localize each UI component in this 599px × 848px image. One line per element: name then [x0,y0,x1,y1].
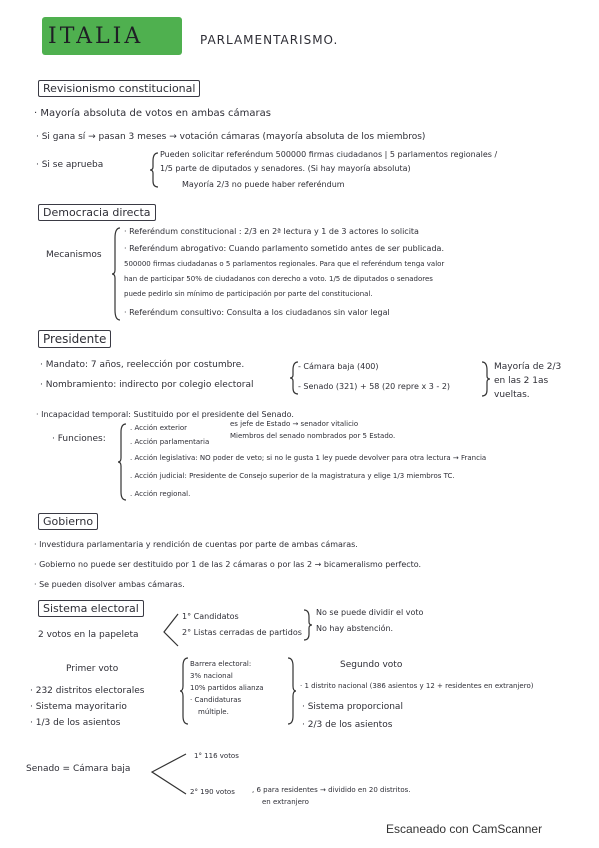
sistema-line-1: 2 votos en la papeleta [38,630,139,640]
presidente-line-4: - Senado (321) + 58 (20 repre x 3 - 2) [298,382,451,391]
heading-gobierno: Gobierno [38,513,98,530]
revisionismo-line-5: 1/5 parte de diputados y senadores. (Si hay mayoría absoluta) [160,164,411,173]
presidente-line-13: . Acción judicial: Presidente de Consejo superior de la magistratura y elige 1/3 miembros TC. [130,472,455,480]
democracia-line-3: 500000 firmas ciudadanas o 5 parlamentos regionales. Para que el referéndum tenga valor [124,260,445,268]
heading-sistema: Sistema electoral [38,600,144,617]
brace-senado [148,752,188,796]
brace-middle-right [286,656,296,726]
presidente-line-9: es jefe de Estado → senador vitalicio [230,420,359,428]
heading-revisionismo: Revisionismo constitucional [38,80,200,97]
brace-funciones [118,422,128,502]
brace-votos [160,612,180,648]
presidente-line-14: . Acción regional. [130,490,191,498]
page-title: ITALIA [48,24,144,49]
brace-sistema-right [302,608,312,642]
presidente-line-3: - Cámara baja (400) [298,362,379,371]
sistema-line-2: 1° Candidatos [182,612,239,621]
revisionismo-line-3: · Si se aprueba [36,160,104,170]
brace-mayoria [480,360,490,398]
democracia-line-1: · Referéndum constitucional : 2/3 en 2ª lectura y 1 de 3 actores lo solicita [124,227,419,236]
revisionismo-line-2: · Si gana sí → pasan 3 meses → votación cámaras (mayoría absoluta de los miembros) [36,132,426,142]
gobierno-line-3: · Se pueden disolver ambas cámaras. [34,580,185,589]
gobierno-line-1: · Investidura parlamentaria y rendición de cuentas por parte de ambas cámaras. [34,540,358,549]
presidente-line-1: · Mandato: 7 años, reelección por costumbre. [40,360,245,370]
presidente-line-10: . Acción parlamentaria [130,438,210,446]
segundo-voto-item-3: · 2/3 de los asientos [302,720,393,730]
sistema-line-3: 2° Listas cerradas de partidos [182,628,302,637]
middle-item-3: 10% partidos alianza [190,684,264,692]
revisionismo-line-4: Pueden solicitar referéndum 500000 firmas ciudadanos | 5 parlamentos regionales / [160,150,498,159]
heading-presidente: Presidente [38,330,111,348]
presidente-line-8: . Acción exterior [130,424,188,432]
primer-voto-title: Primer voto [66,664,119,674]
segundo-voto-item-2: · Sistema proporcional [302,702,403,712]
sistema-line-5: No hay abstención. [316,624,394,633]
democracia-line-6: · Referéndum consultivo: Consulta a los ciudadanos sin valor legal [124,308,390,317]
footer-watermark: Escaneado con CamScanner [386,822,543,836]
brace-middle-left [180,656,190,726]
presidente-line-6: · Incapacidad temporal: Sustituido por el presidente del Senado. [36,410,294,419]
segundo-voto-title: Segundo voto [340,660,403,670]
segundo-voto-item-1: · 1 distrito nacional (386 asientos y 12 + residentes en extranjero) [300,682,534,690]
primer-voto-item-1: · 232 distritos electorales [30,686,145,696]
middle-item-5: múltiple. [198,708,229,716]
presidente-line-7: · Funciones: [52,434,106,444]
page-subtitle: PARLAMENTARISMO. [200,33,339,47]
middle-item-4: · Candidaturas [190,696,242,704]
presidente-line-12: . Acción legislativa: NO poder de veto; si no le gusta 1 ley puede devolver para otra lectura → Francia [130,454,487,462]
middle-item-1: Barrera electoral: [190,660,252,668]
senado-v2: 2° 190 votos [190,788,235,796]
senado-v4: en extranjero [262,798,309,806]
senado-label: Senado = Cámara baja [26,764,131,774]
gobierno-line-2: · Gobierno no puede ser destituido por 1 de las 2 cámaras o por las 2 → bicameralismo perfecto. [34,560,422,569]
primer-voto-item-3: · 1/3 de los asientos [30,718,121,728]
heading-democracia: Democracia directa [38,204,156,221]
revisionismo-line-1: · Mayoría absoluta de votos en ambas cámaras [34,108,271,119]
democracia-line-5: puede pedirlo sin mínimo de participación por parte del constitucional. [124,290,373,298]
sistema-line-4: No se puede dividir el voto [316,608,424,617]
senado-v3: , 6 para residentes → dividido en 20 distritos. [252,786,411,794]
revisionismo-line-6: Mayoría 2/3 no puede haber referéndum [182,180,345,189]
mecanismos-label: Mecanismos [46,250,102,260]
democracia-line-4: han de participar 50% de ciudadanos con derecho a voto. 1/5 de diputados o senadores [124,275,433,283]
presidente-line-2: · Nombramiento: indirecto por colegio electoral [40,380,254,390]
presidente-line-11: Miembros del senado nombrados por 5 Estado. [230,432,396,440]
democracia-line-2: · Referéndum abrogativo: Cuando parlamento sometido antes de ser publicada. [124,244,444,253]
middle-item-2: 3% nacional [190,672,233,680]
brace-mecanismos [112,226,122,322]
senado-v1: 1° 116 votos [194,752,239,760]
primer-voto-item-2: · Sistema mayoritario [30,702,127,712]
presidente-line-5: Mayoría de 2/3 en las 2 1as vueltas. [494,362,562,400]
brace-revisionismo [150,151,160,189]
